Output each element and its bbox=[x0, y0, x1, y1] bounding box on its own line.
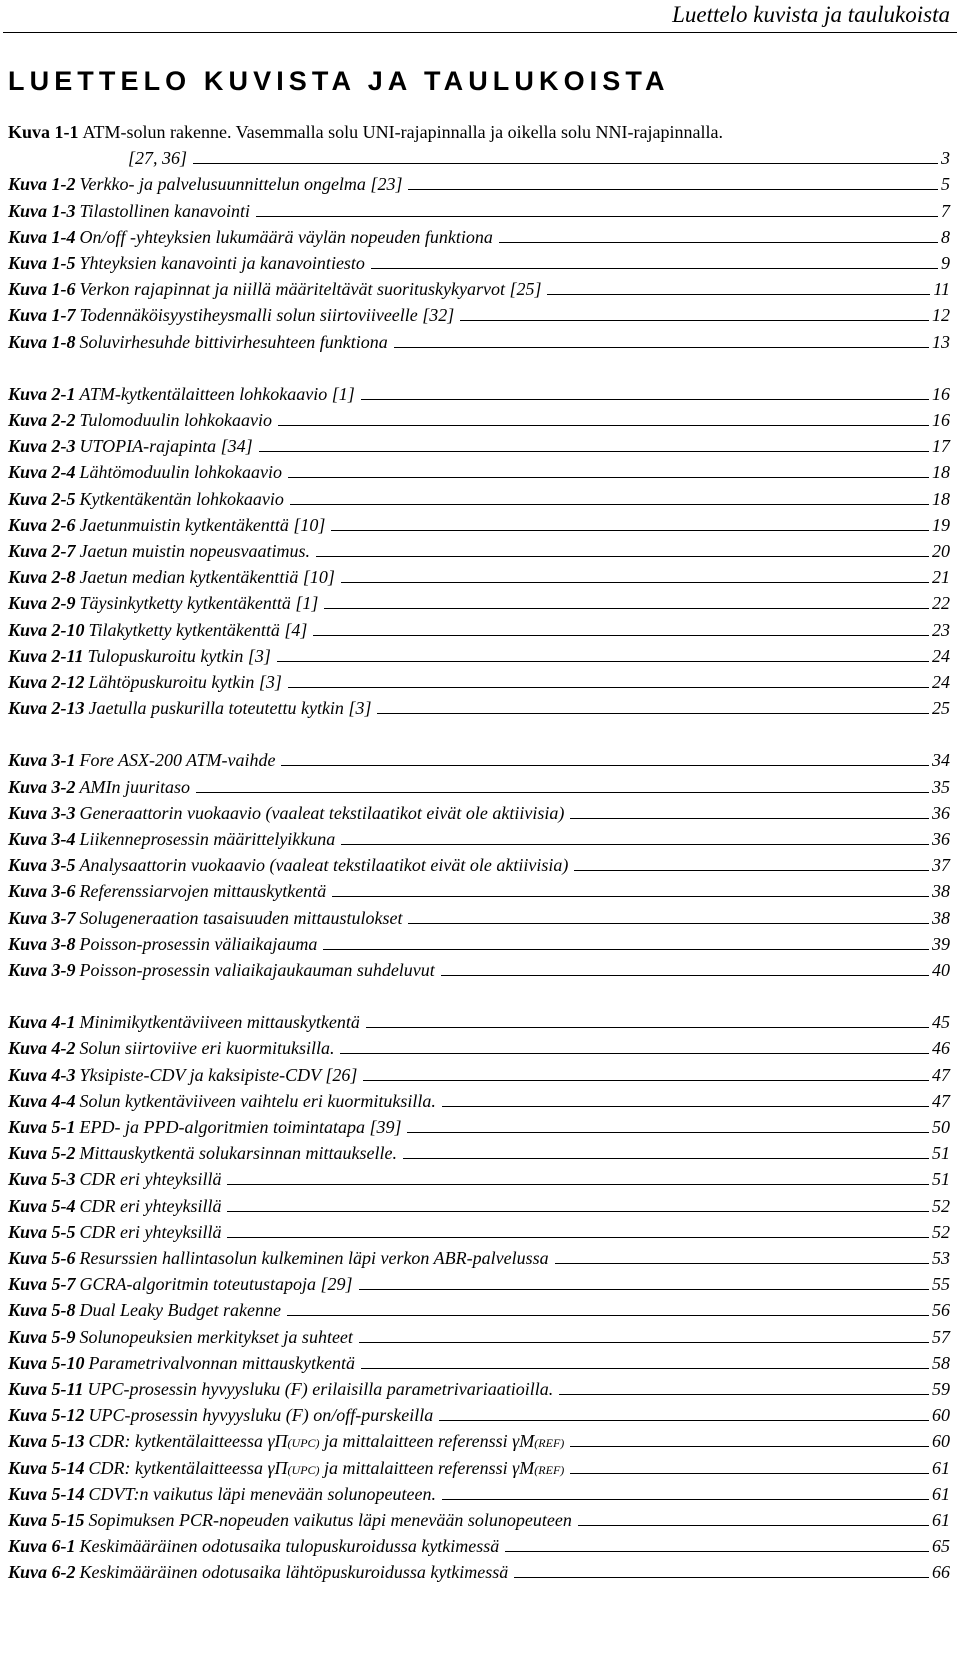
entry-page-number: 60 bbox=[932, 1431, 950, 1452]
leader-line bbox=[278, 425, 929, 426]
toc-entry bbox=[8, 227, 950, 254]
leader-line bbox=[359, 1342, 929, 1343]
leader-line bbox=[288, 477, 929, 478]
toc-entry bbox=[8, 908, 950, 935]
toc-entry bbox=[8, 1562, 950, 1589]
entry-title: Jaetun muistin nopeusvaatimus. bbox=[79, 541, 310, 561]
entry-page-number: 58 bbox=[932, 1352, 950, 1373]
entry-label: Kuva 4-1 bbox=[8, 1012, 76, 1033]
leader-line bbox=[324, 608, 929, 609]
entry-title bbox=[85, 1458, 565, 1479]
entry-title: AMIn juuritaso bbox=[79, 776, 190, 797]
toc-entry bbox=[8, 1353, 950, 1380]
page-title: LUETTELO KUVISTA JA TAULUKOISTA bbox=[8, 66, 670, 96]
entry-label: Kuva 2-9 bbox=[8, 593, 76, 614]
entry-title: Solugeneraation tasaisuuden mittaustulokset bbox=[79, 907, 403, 928]
entry-page-number: 38 bbox=[932, 881, 950, 902]
entry-title: Verkko- ja palvelusuunnittelun ongelma [23] bbox=[79, 174, 403, 195]
entry-page-number: 60 bbox=[932, 1405, 950, 1426]
leader-line bbox=[277, 661, 929, 662]
toc-entry bbox=[8, 698, 950, 725]
entry-title: Fore ASX-200 ATM-vaihde bbox=[79, 750, 276, 771]
toc-entry bbox=[8, 174, 950, 201]
entry-page-number: 22 bbox=[932, 593, 950, 614]
leader-line bbox=[371, 268, 938, 269]
title-text: ja mittalaitteen referenssi γΜ bbox=[319, 1457, 535, 1478]
entry-title: Yhteyksien kanavointi ja kanavointiesto bbox=[79, 253, 365, 273]
entry-page-number: 36 bbox=[932, 802, 950, 823]
leader-line bbox=[570, 1473, 929, 1474]
entry-title: GCRA-algoritmin toteutustapoja [29] bbox=[79, 1274, 353, 1295]
entry-page-number: 59 bbox=[932, 1379, 950, 1399]
leader-line bbox=[578, 1525, 929, 1526]
entry-label: Kuva 5-11 bbox=[8, 1379, 84, 1399]
entry-page-number: 53 bbox=[932, 1248, 950, 1268]
entry-title: Täysinkytketty kytkentäkenttä [1] bbox=[79, 593, 319, 614]
entry-label: Kuva 1-7 bbox=[8, 305, 76, 326]
entry-label: Kuva 5-12 bbox=[8, 1405, 85, 1426]
leader-line bbox=[361, 1368, 929, 1369]
toc-entry bbox=[8, 960, 950, 987]
entry-page-number: 38 bbox=[932, 907, 950, 928]
toc-entry bbox=[8, 1300, 950, 1327]
title-text: ja mittalaitteen referenssi γΜ bbox=[319, 1431, 535, 1452]
entry-title: Resurssien hallintasolun kulkeminen läpi verkon ABR-palvelussa bbox=[79, 1248, 549, 1268]
entry-page-number: 40 bbox=[932, 960, 950, 980]
entry-page-number: 51 bbox=[932, 1169, 950, 1190]
entry-label: Kuva 5-15 bbox=[8, 1510, 85, 1530]
entry-title: UPC-prosessin hyvyysluku (F) on/off-purskeilla bbox=[88, 1405, 434, 1426]
entry-title: UPC-prosessin hyvyysluku (F) erilaisilla parametrivariaatioilla. bbox=[87, 1379, 554, 1399]
toc-entry-continuation bbox=[8, 148, 950, 175]
entry-title: CDR eri yhteyksillä bbox=[79, 1221, 222, 1242]
entry-page-number: 24 bbox=[932, 645, 950, 666]
leader-line bbox=[359, 1289, 929, 1290]
entry-title: Keskimääräinen odotusaika lähtöpuskuroidussa kytkimessä bbox=[79, 1562, 509, 1583]
leader-line bbox=[227, 1237, 929, 1238]
toc-entry bbox=[8, 122, 950, 149]
leader-line bbox=[196, 792, 929, 793]
toc-entry bbox=[8, 1169, 950, 1196]
entry-page-number: 12 bbox=[932, 305, 950, 326]
leader-line bbox=[313, 635, 929, 636]
entry-page-number: 46 bbox=[932, 1038, 950, 1059]
leader-line bbox=[341, 582, 929, 583]
running-title: Luettelo kuvista ja taulukoista bbox=[672, 2, 950, 27]
entry-page-number: 61 bbox=[932, 1483, 950, 1504]
entry-title: Jaetunmuistin kytkentäkenttä [10] bbox=[79, 514, 326, 535]
subscript-text: (UPC) bbox=[287, 1436, 320, 1451]
entry-label: Kuva 2-10 bbox=[8, 619, 85, 640]
entry-page-number: 61 bbox=[932, 1457, 950, 1478]
toc-entry bbox=[8, 201, 950, 228]
leader-line bbox=[442, 1106, 929, 1107]
toc-entry bbox=[8, 934, 950, 961]
leader-line bbox=[259, 451, 929, 452]
entry-title: Tulomoduulin lohkokaavio bbox=[79, 410, 272, 430]
leader-line bbox=[361, 399, 929, 400]
toc-entry bbox=[8, 1484, 950, 1511]
toc-entry bbox=[8, 1196, 950, 1223]
entry-page-number: 3 bbox=[941, 148, 950, 169]
toc-entry bbox=[8, 1143, 950, 1170]
entry-page-number: 17 bbox=[932, 436, 950, 457]
entry-label: Kuva 6-2 bbox=[8, 1562, 76, 1583]
entry-title: Jaetun median kytkentäkenttiä [10] bbox=[79, 567, 335, 588]
leader-line bbox=[287, 1315, 929, 1316]
subscript-text: (REF) bbox=[534, 1436, 565, 1451]
entry-title: CDVT:n vaikutus läpi menevään solunopeuteen. bbox=[88, 1483, 436, 1504]
subscript-text: (UPC) bbox=[287, 1462, 320, 1477]
toc-entry bbox=[8, 803, 950, 830]
entry-title: CDR eri yhteyksillä bbox=[79, 1195, 222, 1216]
toc-entry bbox=[8, 253, 950, 280]
entry-label: Kuva 5-8 bbox=[8, 1300, 76, 1321]
entry-page-number: 5 bbox=[941, 174, 950, 195]
entry-title: Solunopeuksien merkitykset ja suhteet bbox=[79, 1326, 353, 1347]
entry-page-number: 25 bbox=[932, 698, 950, 719]
leader-line bbox=[442, 1499, 929, 1500]
entry-page-number: 13 bbox=[932, 331, 950, 352]
entry-title-continuation: [27, 36] bbox=[128, 148, 188, 169]
entry-page-number: 65 bbox=[932, 1536, 950, 1557]
entry-title: Tulopuskuroitu kytkin [3] bbox=[87, 645, 271, 666]
entry-label: Kuva 2-12 bbox=[8, 672, 85, 692]
leader-line bbox=[574, 870, 929, 871]
entry-page-number: 47 bbox=[932, 1064, 950, 1085]
entry-label: Kuva 3-6 bbox=[8, 881, 76, 902]
entry-page-number: 52 bbox=[932, 1195, 950, 1216]
entry-page-number: 16 bbox=[932, 383, 950, 404]
entry-label: Kuva 2-3 bbox=[8, 436, 76, 457]
entry-title: Dual Leaky Budget rakenne bbox=[79, 1300, 281, 1321]
entry-title: Analysaattorin vuokaavio (vaaleat tekstilaatikot eivät ole aktiivisia) bbox=[79, 855, 569, 876]
entry-title: ATM-kytkentälaitteen lohkokaavio [1] bbox=[79, 383, 355, 404]
entry-label: Kuva 2-1 bbox=[8, 383, 76, 404]
toc-entry bbox=[8, 279, 950, 306]
entry-label: Kuva 2-6 bbox=[8, 514, 76, 535]
entry-page-number: 20 bbox=[932, 541, 950, 561]
entry-title: Generaattorin vuokaavio (vaaleat tekstilaatikot eivät ole aktiivisia) bbox=[79, 802, 565, 823]
entry-page-number: 57 bbox=[932, 1326, 950, 1347]
leader-line bbox=[288, 687, 929, 688]
entry-label: Kuva 3-7 bbox=[8, 907, 76, 928]
toc-entry bbox=[8, 855, 950, 882]
leader-line bbox=[514, 1577, 929, 1578]
entry-label: Kuva 5-13 bbox=[8, 1431, 85, 1452]
entry-title: Soluvirhesuhde bittivirhesuhteen funktiona bbox=[79, 331, 388, 352]
leader-line bbox=[366, 1027, 929, 1028]
entry-label: Kuva 2-13 bbox=[8, 698, 85, 719]
entry-label: Kuva 1-5 bbox=[8, 253, 76, 273]
entry-page-number: 56 bbox=[932, 1300, 950, 1321]
entry-title: Lähtöpuskuroitu kytkin [3] bbox=[88, 672, 282, 692]
entry-page-number: 18 bbox=[932, 488, 950, 509]
entry-label: Kuva 4-2 bbox=[8, 1038, 76, 1059]
toc-entry bbox=[8, 646, 950, 673]
leader-line bbox=[227, 1184, 929, 1185]
toc-entry bbox=[8, 620, 950, 647]
entry-label: Kuva 1-1 bbox=[8, 122, 79, 142]
toc-entry bbox=[8, 384, 950, 411]
entry-title: Solun kytkentäviiveen vaihtelu eri kuormituksilla. bbox=[79, 1090, 436, 1111]
entry-label: Kuva 3-8 bbox=[8, 933, 76, 954]
toc-entry bbox=[8, 1091, 950, 1118]
entry-page-number: 66 bbox=[932, 1562, 950, 1583]
entry-page-number: 19 bbox=[932, 514, 950, 535]
entry-title: Tilastollinen kanavointi bbox=[79, 200, 250, 221]
leader-line bbox=[559, 1394, 929, 1395]
toc-entry bbox=[8, 1117, 950, 1144]
toc-entry bbox=[8, 410, 950, 437]
entry-page-number: 37 bbox=[932, 855, 950, 876]
entry-page-number: 45 bbox=[932, 1012, 950, 1033]
entry-label: Kuva 5-4 bbox=[8, 1195, 76, 1216]
toc-entry bbox=[8, 1379, 950, 1406]
toc-entry bbox=[8, 593, 950, 620]
entry-title: Mittauskytkentä solukarsinnan mittaukselle. bbox=[79, 1143, 397, 1164]
toc-entry bbox=[8, 750, 950, 777]
entry-page-number: 52 bbox=[932, 1221, 950, 1242]
entry-title: Poisson-prosessin väliaikajauma bbox=[79, 933, 318, 954]
entry-label: Kuva 2-2 bbox=[8, 410, 76, 430]
entry-title: UTOPIA-rajapinta [34] bbox=[79, 436, 253, 457]
entry-label: Kuva 5-9 bbox=[8, 1326, 76, 1347]
leader-line bbox=[547, 294, 930, 295]
entry-page-number: 16 bbox=[932, 410, 950, 430]
entry-title bbox=[85, 1431, 565, 1452]
leader-line bbox=[408, 923, 929, 924]
toc-entry bbox=[8, 1510, 950, 1537]
entry-title: CDR eri yhteyksillä bbox=[79, 1169, 222, 1190]
leader-line bbox=[340, 1053, 929, 1054]
entry-page-number: 47 bbox=[932, 1090, 950, 1111]
entry-title: Todennäköisyystiheysmalli solun siirtoviiveelle [32] bbox=[79, 305, 455, 326]
entry-page-number: 9 bbox=[941, 253, 950, 273]
entry-page-number: 8 bbox=[941, 226, 950, 247]
entry-label: Kuva 5-14 bbox=[8, 1483, 85, 1504]
entry-label: Kuva 3-2 bbox=[8, 776, 76, 797]
entry-page-number: 21 bbox=[932, 567, 950, 588]
entry-title: Jaetulla puskurilla toteutettu kytkin [3] bbox=[88, 698, 372, 719]
entry-page-number: 36 bbox=[932, 829, 950, 849]
entry-page-number: 39 bbox=[932, 933, 950, 954]
entry-title: Kytkentäkentän lohkokaavio bbox=[79, 488, 284, 509]
leader-line bbox=[227, 1211, 929, 1212]
entry-label: Kuva 2-11 bbox=[8, 645, 84, 666]
entry-page-number: 18 bbox=[932, 462, 950, 483]
entry-title: Parametrivalvonnan mittauskytkentä bbox=[88, 1352, 355, 1373]
entry-label: Kuva 5-10 bbox=[8, 1352, 85, 1373]
entry-label: Kuva 4-3 bbox=[8, 1064, 76, 1085]
entry-label: Kuva 3-1 bbox=[8, 750, 76, 771]
leader-line bbox=[441, 975, 929, 976]
entry-label: Kuva 4-4 bbox=[8, 1090, 76, 1111]
leader-line bbox=[290, 504, 929, 505]
subscript-text: (REF) bbox=[534, 1462, 565, 1477]
leader-line bbox=[256, 216, 938, 217]
entry-label: Kuva 1-8 bbox=[8, 331, 76, 352]
toc-entry bbox=[8, 462, 950, 489]
leader-line bbox=[363, 1080, 929, 1081]
entry-label: Kuva 1-6 bbox=[8, 279, 76, 300]
running-header bbox=[0, 0, 960, 34]
toc-entry bbox=[8, 332, 950, 359]
toc-entry bbox=[8, 881, 950, 908]
entry-label: Kuva 5-3 bbox=[8, 1169, 76, 1190]
toc-entry bbox=[8, 305, 950, 332]
entry-label: Kuva 5-7 bbox=[8, 1274, 76, 1295]
toc-entry bbox=[8, 1012, 950, 1039]
leader-line bbox=[394, 347, 929, 348]
entry-page-number: 34 bbox=[932, 750, 950, 771]
entry-title: Verkon rajapinnat ja niillä määriteltävät suorituskykyarvot [25] bbox=[79, 279, 542, 300]
entry-label: Kuva 6-1 bbox=[8, 1536, 76, 1557]
leader-line bbox=[460, 320, 929, 321]
entry-title: Referenssiarvojen mittauskytkentä bbox=[79, 881, 327, 902]
leader-line bbox=[499, 242, 938, 243]
entry-label: Kuva 2-7 bbox=[8, 541, 76, 561]
leader-line bbox=[331, 530, 929, 531]
leader-line bbox=[555, 1263, 929, 1264]
entry-label: Kuva 3-3 bbox=[8, 802, 76, 823]
toc-entry bbox=[8, 515, 950, 542]
toc-entry bbox=[8, 1536, 950, 1563]
toc-entry bbox=[8, 1248, 950, 1275]
entry-page-number: 51 bbox=[932, 1143, 950, 1164]
toc-entry bbox=[8, 672, 950, 699]
entry-title: Tilakytketty kytkentäkenttä [4] bbox=[88, 619, 308, 640]
leader-line bbox=[439, 1420, 929, 1421]
entry-title: Sopimuksen PCR-nopeuden vaikutus läpi menevään solunopeuteen bbox=[88, 1510, 572, 1530]
entry-page-number: 7 bbox=[941, 200, 950, 221]
entry-label: Kuva 5-2 bbox=[8, 1143, 76, 1164]
leader-line bbox=[341, 844, 929, 845]
entry-label: Kuva 2-8 bbox=[8, 567, 76, 588]
toc-entry bbox=[8, 1038, 950, 1065]
entry-title: Poisson-prosessin valiaikajaukauman suhdeluvut bbox=[79, 960, 435, 980]
entry-page-number: 35 bbox=[932, 776, 950, 797]
entry-label: Kuva 1-2 bbox=[8, 174, 76, 195]
entry-label: Kuva 5-1 bbox=[8, 1117, 76, 1137]
entry-title: Lähtömoduulin lohkokaavio bbox=[79, 462, 282, 483]
title-text: CDR: kytkentälaitteessa γΠ bbox=[88, 1431, 288, 1452]
entry-title: On/off -yhteyksien lukumäärä väylän nopeuden funktiona bbox=[79, 226, 493, 247]
leader-line bbox=[570, 818, 929, 819]
leader-line bbox=[323, 949, 929, 950]
entry-title: Minimikytkentäviiveen mittauskytkentä bbox=[79, 1012, 360, 1033]
entry-label: Kuva 1-4 bbox=[8, 226, 76, 247]
toc-entry bbox=[8, 1065, 950, 1092]
entry-label: Kuva 3-9 bbox=[8, 960, 76, 980]
entry-title: Yksipiste-CDV ja kaksipiste-CDV [26] bbox=[79, 1064, 358, 1085]
leader-line bbox=[570, 1446, 929, 1447]
entry-title: Solun siirtoviive eri kuormituksilla. bbox=[79, 1038, 335, 1059]
entry-label: Kuva 3-4 bbox=[8, 829, 76, 849]
leader-line bbox=[505, 1551, 929, 1552]
entry-page-number: 50 bbox=[932, 1117, 950, 1137]
toc-entry bbox=[8, 1405, 950, 1432]
entry-label: Kuva 1-3 bbox=[8, 200, 76, 221]
entry-page-number: 55 bbox=[932, 1274, 950, 1295]
entry-page-number: 11 bbox=[933, 279, 950, 300]
entry-title: Keskimääräinen odotusaika tulopuskuroidussa kytkimessä bbox=[79, 1536, 500, 1557]
entry-title: Liikenneprosessin määrittelyikkuna bbox=[79, 829, 336, 849]
toc-entry bbox=[8, 1431, 950, 1458]
toc-entry bbox=[8, 829, 950, 856]
leader-line bbox=[193, 163, 938, 164]
entry-title: EPD- ja PPD-algoritmien toimintatapa [39] bbox=[79, 1117, 402, 1137]
entry-page-number: 61 bbox=[932, 1510, 950, 1530]
entry-label: Kuva 5-14 bbox=[8, 1457, 85, 1478]
toc-entry bbox=[8, 1222, 950, 1249]
leader-line bbox=[332, 896, 929, 897]
header-rule bbox=[3, 32, 957, 33]
title-text: CDR: kytkentälaitteessa γΠ bbox=[88, 1457, 288, 1478]
toc-entry bbox=[8, 541, 950, 568]
entry-page-number: 24 bbox=[932, 672, 950, 692]
leader-line bbox=[407, 1132, 929, 1133]
leader-line bbox=[377, 713, 929, 714]
leader-line bbox=[403, 1158, 929, 1159]
entry-label: Kuva 5-6 bbox=[8, 1248, 76, 1268]
toc-entry bbox=[8, 1327, 950, 1354]
leader-line bbox=[316, 556, 929, 557]
toc-entry bbox=[8, 567, 950, 594]
toc-entry bbox=[8, 436, 950, 463]
entry-title: ATM-solun rakenne. Vasemmalla solu UNI-rajapinnalla ja oikella solu NNI-rajapinnalla. bbox=[82, 122, 723, 142]
leader-line bbox=[281, 765, 929, 766]
entry-label: Kuva 5-5 bbox=[8, 1221, 76, 1242]
entry-label: Kuva 2-5 bbox=[8, 488, 76, 509]
entry-label: Kuva 2-4 bbox=[8, 462, 76, 483]
toc-entry bbox=[8, 489, 950, 516]
toc-entry bbox=[8, 777, 950, 804]
leader-line bbox=[408, 189, 938, 190]
toc-entry bbox=[8, 1274, 950, 1301]
entry-label: Kuva 3-5 bbox=[8, 855, 76, 876]
entry-page-number: 23 bbox=[932, 619, 950, 640]
toc-entry bbox=[8, 1458, 950, 1485]
